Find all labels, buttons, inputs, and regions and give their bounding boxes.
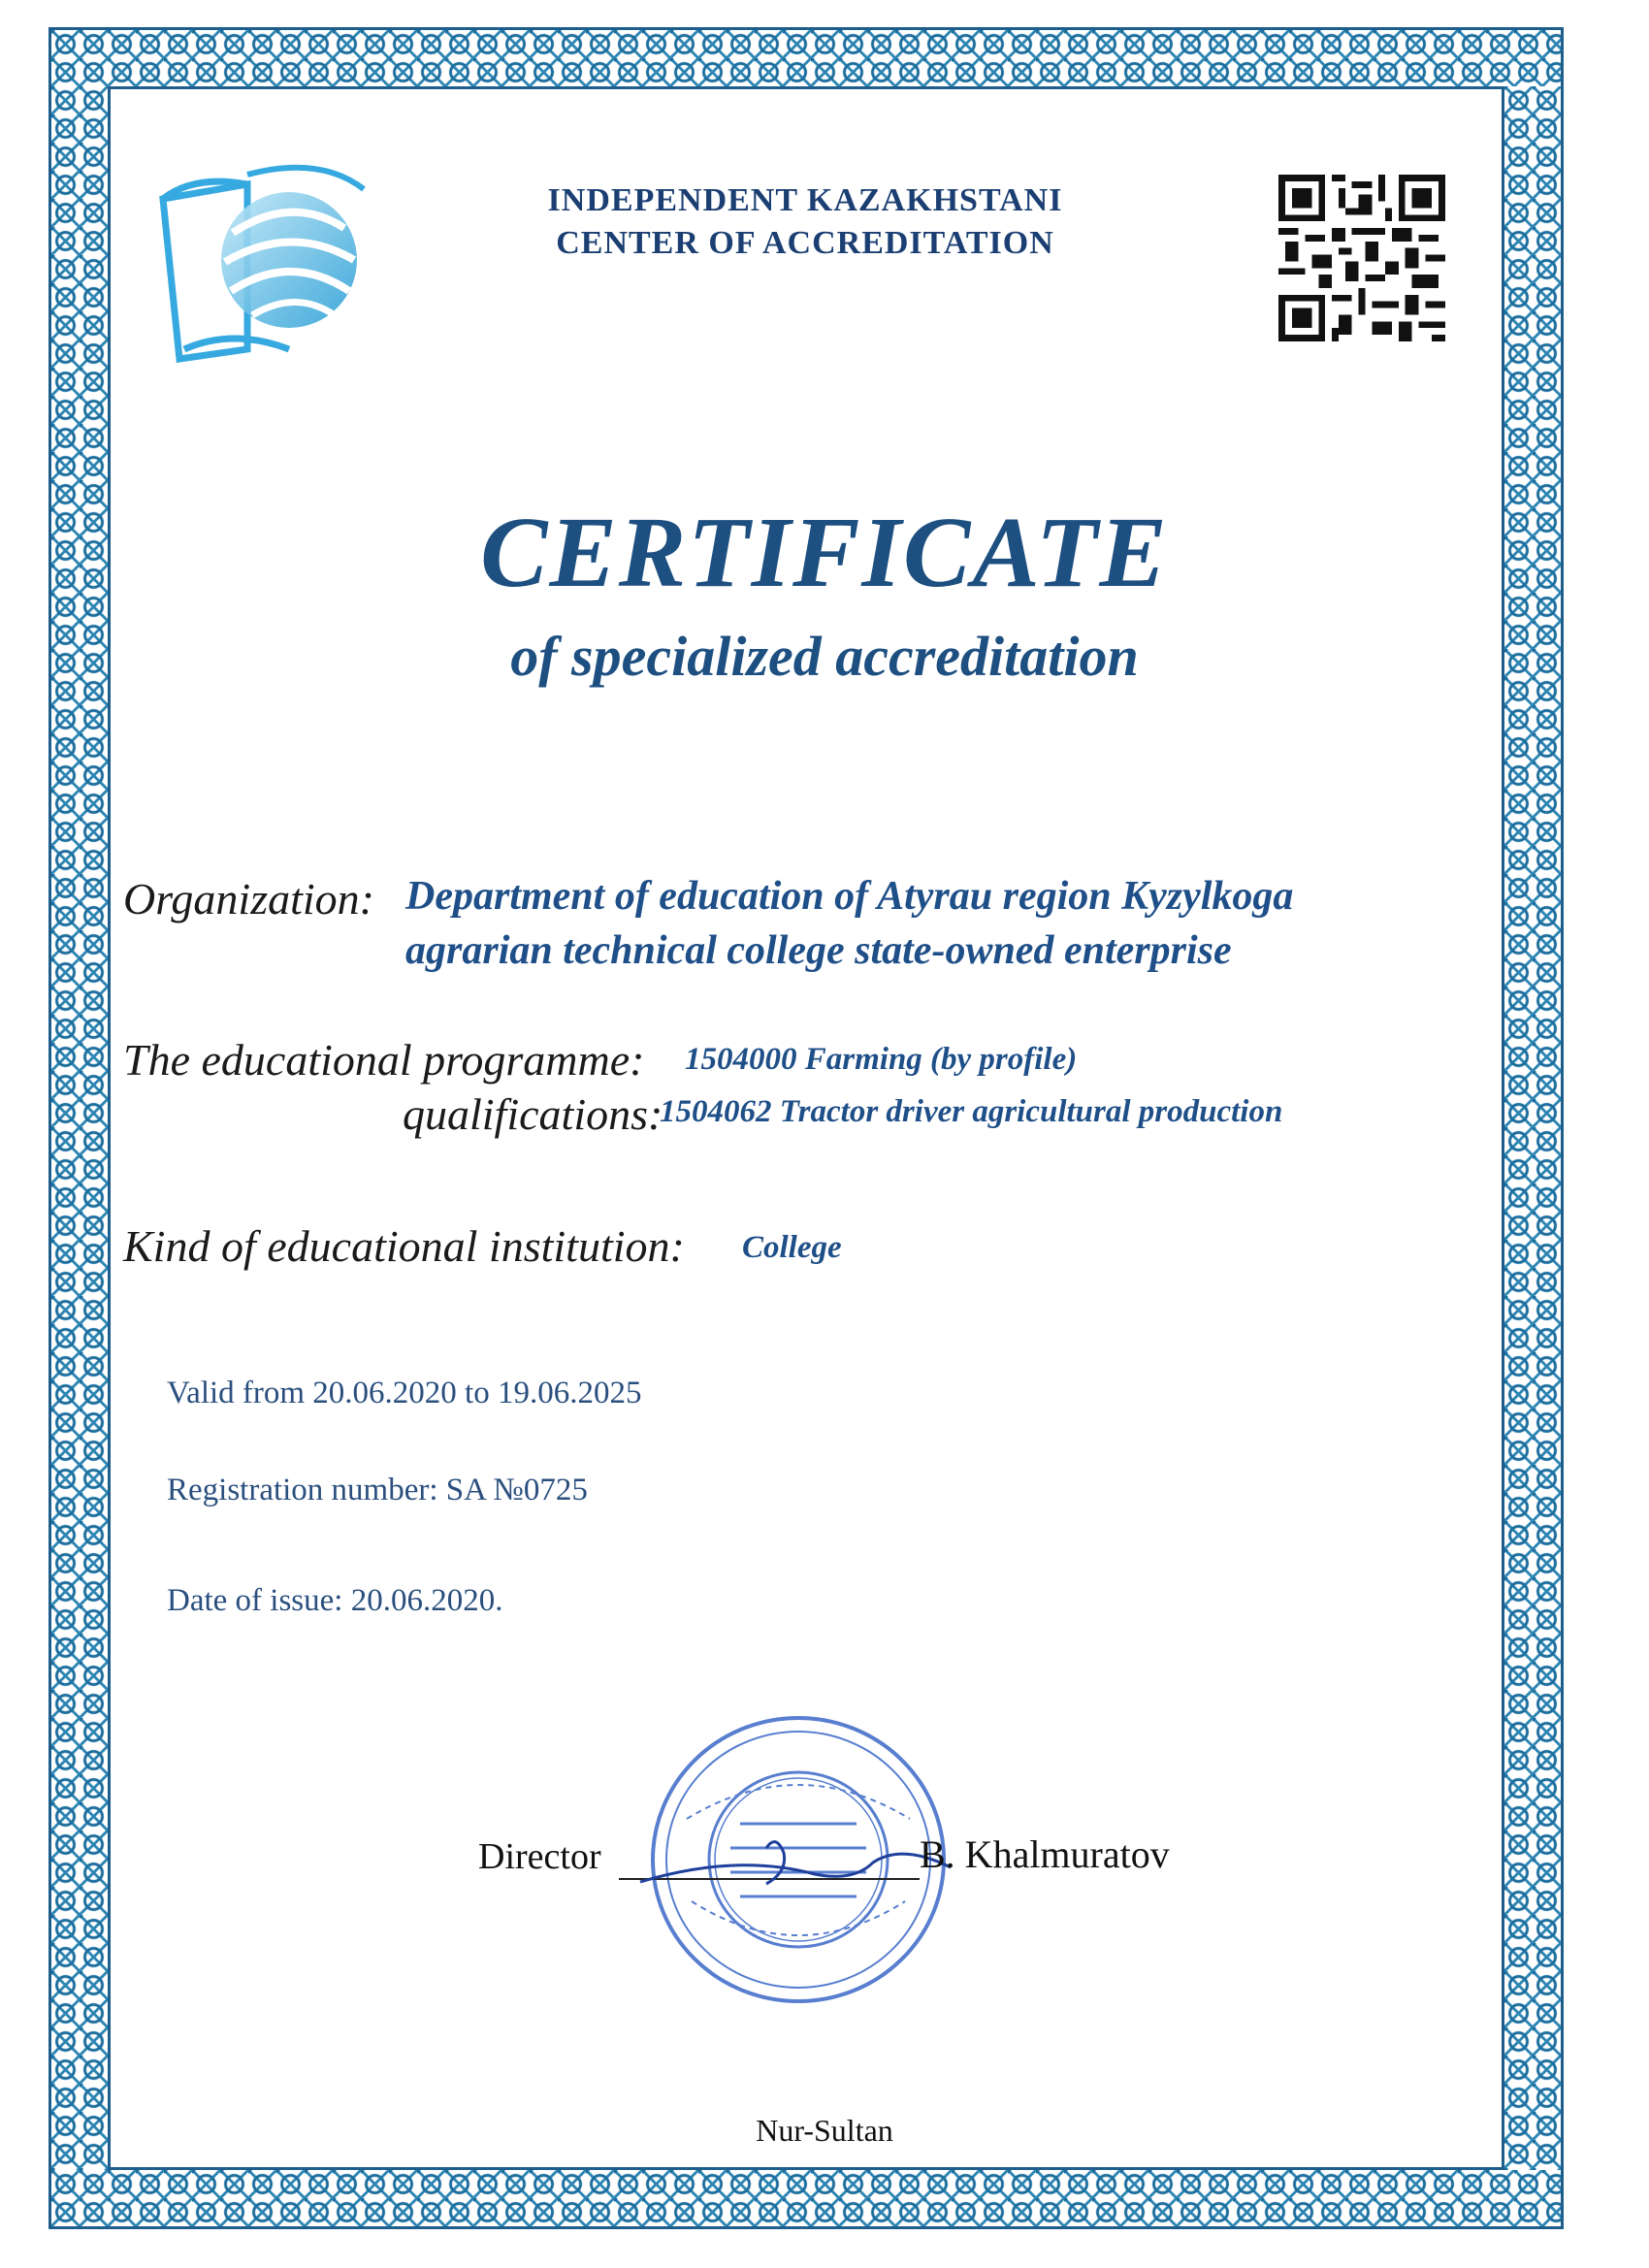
institution-kind-label: Kind of educational institution: xyxy=(123,1221,685,1271)
organization-value-line-1: Department of education of Atyrau region Kyzylkoga xyxy=(405,874,1294,919)
accreditation-center-name xyxy=(504,179,1106,265)
registration-number: Registration number: SA №0725 xyxy=(167,1473,588,1507)
validity-period: Valid from 20.06.2020 to 19.06.2025 xyxy=(167,1376,642,1410)
director-title: Director xyxy=(478,1836,601,1877)
certificate-title: CERTIFICATE xyxy=(480,497,1169,608)
center-name-line-1: INDEPENDENT KAZAKHSTANI xyxy=(547,182,1063,218)
ornament-band-right xyxy=(1504,86,1561,2170)
programme-label: The educational programme: xyxy=(123,1035,645,1085)
institution-kind-value: College xyxy=(742,1230,842,1265)
issue-date: Date of issue: 20.06.2020. xyxy=(167,1583,503,1618)
ornament-band-bottom xyxy=(51,2170,1561,2226)
qr-code-icon[interactable] xyxy=(1278,175,1445,341)
ornament-band-left xyxy=(51,86,108,2170)
director-name: B. Khalmuratov xyxy=(920,1832,1170,1876)
programme-value: 1504000 Farming (by profile) xyxy=(685,1042,1078,1077)
qualifications-label: qualifications: xyxy=(403,1089,663,1139)
center-name-line-2: CENTER OF ACCREDITATION xyxy=(556,225,1054,261)
ornament-band-top xyxy=(51,30,1561,86)
qualifications-value: 1504062 Tractor driver agricultural production xyxy=(660,1094,1283,1129)
certificate-subtitle: of specialized accreditation xyxy=(510,625,1139,688)
issue-city: Nur-Sultan xyxy=(756,2113,893,2148)
book-globe-logo-icon xyxy=(155,155,373,369)
organization-label: Organization: xyxy=(123,874,374,923)
handwritten-signature xyxy=(621,1824,970,1901)
organization-value-line-2: agrarian technical college state-owned enterprise xyxy=(405,928,1232,973)
